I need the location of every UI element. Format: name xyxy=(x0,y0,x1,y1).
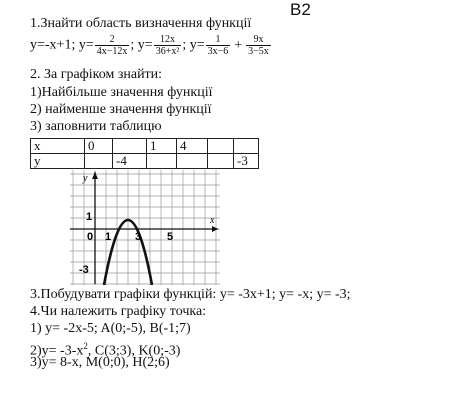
task2-title: 2. За графіком знайти: xyxy=(30,67,163,82)
table-cell xyxy=(208,139,234,154)
table-row xyxy=(31,154,259,169)
task4-item-2-start: 2)y= -3-x xyxy=(30,343,84,359)
table-cell xyxy=(208,154,234,169)
y-axis-arrow xyxy=(92,172,98,179)
fraction-numerator: 9x xyxy=(246,34,271,46)
fraction-denominator: 4x−12x xyxy=(96,46,128,57)
table-row xyxy=(31,139,259,154)
table-cell: y xyxy=(31,154,85,169)
table-cell: -4 xyxy=(113,154,147,169)
plus-sign: + xyxy=(234,37,243,53)
fraction-numerator: 2 xyxy=(95,34,130,46)
task4-item-2-end: , C(3;3), K(0;-3) xyxy=(87,343,181,359)
table-cell xyxy=(234,139,259,154)
table-cell: 4 xyxy=(177,139,208,154)
table-cell: -3 xyxy=(234,154,259,169)
task2-item-3: 3) заповнити таблицю xyxy=(30,119,162,134)
tick-label-y-1: 1 xyxy=(86,211,93,223)
fraction-numerator: 12x xyxy=(154,34,182,46)
values-table xyxy=(30,138,259,169)
table-cell: 0 xyxy=(85,139,113,154)
table-cell: 1 xyxy=(147,139,177,154)
task4-title: 4.Чи належить графіку точка: xyxy=(30,304,207,319)
graph-grid xyxy=(70,170,220,285)
tick-label-x-5: 5 xyxy=(167,231,174,243)
x-axis-arrow xyxy=(212,226,218,232)
table-cell xyxy=(147,154,177,169)
tick-label-y-minus-3: -3 xyxy=(79,264,89,276)
tick-label-zero: 0 xyxy=(87,231,94,243)
table-cell xyxy=(177,154,208,169)
fraction-2 xyxy=(95,34,130,57)
fraction-5 xyxy=(246,34,271,57)
task3-text: 3.Побудувати графіки функцій: y= -3x+1; y= -x; y= -3; xyxy=(30,287,351,302)
variant-label: B2 xyxy=(290,0,311,19)
fraction-3 xyxy=(154,34,182,57)
task1-title: 1.Знайти область визначення функції xyxy=(30,16,252,31)
parabola-graph xyxy=(70,170,220,285)
fraction-denominator: 36+x² xyxy=(155,46,180,57)
table-cell: x xyxy=(31,139,85,154)
table-cell xyxy=(113,139,147,154)
fraction-4 xyxy=(206,34,231,57)
function-separator: ; y= xyxy=(130,37,153,53)
task4-item-3: 3)y= 8-x, M(0;0), H(2;6) xyxy=(30,355,170,370)
task2-item-1: 1)Найбільше значення функції xyxy=(30,85,213,100)
task2-item-2: 2) найменше значення функції xyxy=(30,102,212,117)
function-prefix: y=-x+1; y= xyxy=(30,37,94,53)
x-axis-label: x xyxy=(210,215,215,226)
task4-item-1: 1) y= -2x-5; A(0;-5), B(-1;7) xyxy=(30,321,191,336)
fraction-denominator: 3−5x xyxy=(248,46,269,57)
tick-label-x-1: 1 xyxy=(105,231,112,243)
table-cell xyxy=(85,154,113,169)
exponent: 2 xyxy=(83,341,88,351)
task1-functions xyxy=(30,34,272,57)
fraction-numerator: 1 xyxy=(206,34,231,46)
tick-label-x-3: 3 xyxy=(135,231,142,243)
y-axis-label: y xyxy=(83,173,88,184)
fraction-denominator: 3x−6 xyxy=(207,46,229,57)
function-separator: ; y= xyxy=(182,37,205,53)
